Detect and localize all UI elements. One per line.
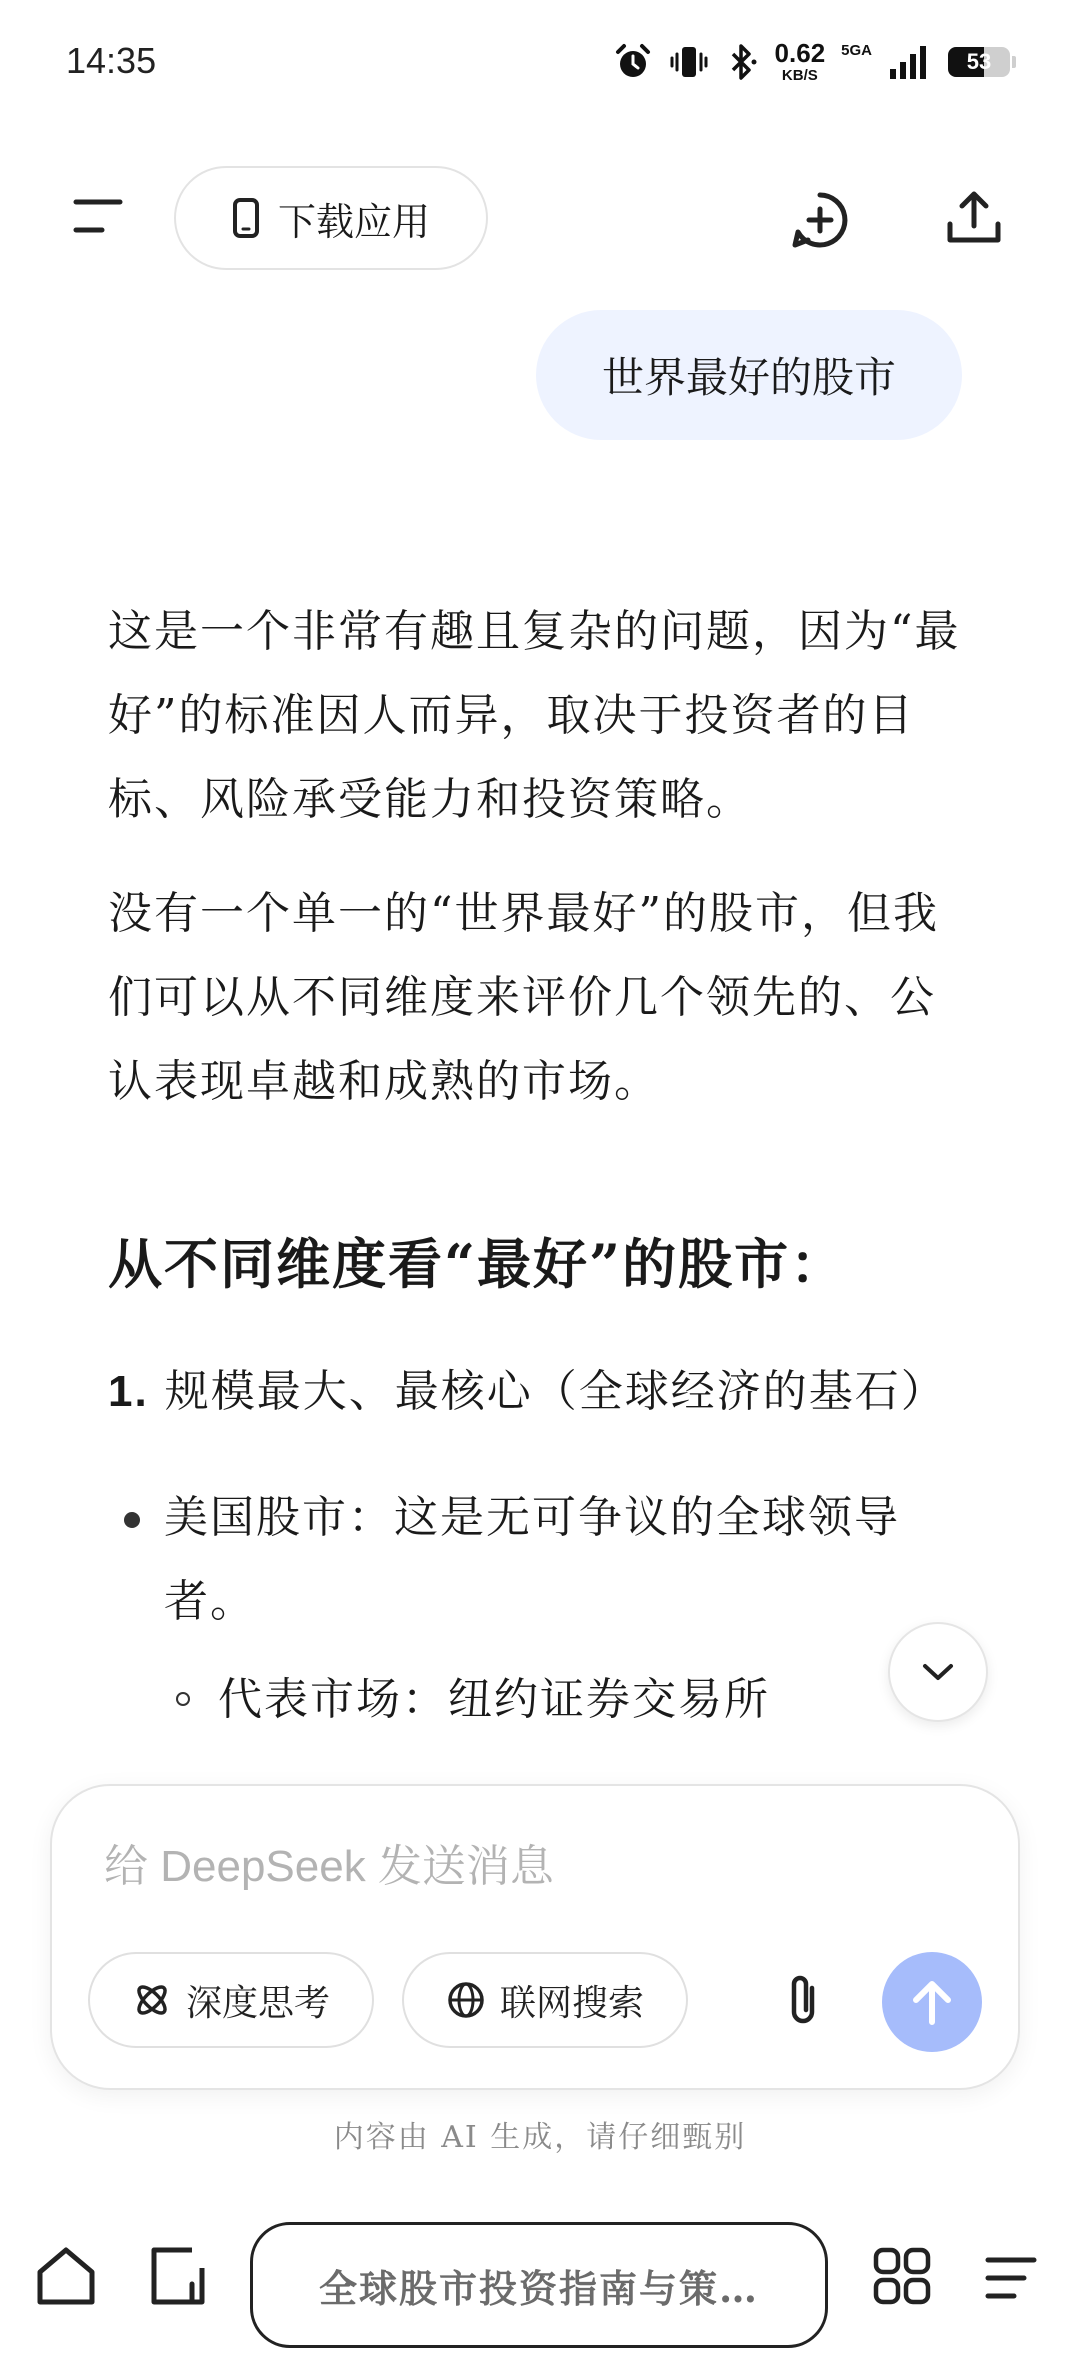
battery-level: 53: [966, 48, 992, 74]
numbered-item-text: 规模最大、最核心（全球经济的基石）: [164, 1366, 947, 1417]
net-speed: [775, 40, 826, 83]
assistant-answer: [108, 590, 978, 1742]
chevron-down-icon: [921, 1662, 955, 1682]
answer-heading: 从不同维度看“最好”的股市：: [108, 1232, 847, 1296]
deep-think-label: 深度思考: [185, 1982, 330, 2024]
arrow-up-icon: [910, 1978, 954, 2026]
new-chat-icon[interactable]: [790, 190, 850, 250]
message-composer: [50, 1784, 1020, 2090]
answer-paragraph-2: 没有一个单一的“世界最好”的股市，但我们可以从不同维度来评价几个领先的、公认表现卓越和成熟的市场。: [108, 888, 939, 1107]
tabs-icon[interactable]: [146, 2244, 210, 2308]
status-icons: [613, 40, 1010, 83]
numbered-item-number: 1.: [108, 1367, 149, 1416]
globe-icon: [446, 1980, 486, 2020]
share-icon[interactable]: [944, 188, 1004, 248]
home-icon[interactable]: [34, 2244, 98, 2308]
alarm-icon: [613, 42, 653, 82]
scroll-to-bottom-button[interactable]: [888, 1622, 988, 1722]
numbered-item-1: [108, 1350, 978, 1434]
net-speed-value: 0.62: [774, 38, 826, 68]
user-message-text: 世界最好的股市: [601, 353, 896, 402]
send-button[interactable]: [882, 1952, 982, 2052]
more-icon[interactable]: [984, 2254, 1038, 2302]
answer-paragraph-1: 这是一个非常有趣且复杂的问题，因为“最好”的标准因人而异，取决于投资者的目标、风险承受能力和投资策略。: [108, 606, 961, 825]
atom-icon: [132, 1980, 172, 2020]
battery-icon: [948, 47, 1010, 77]
net-speed-unit: KB/S: [781, 67, 818, 84]
apps-icon[interactable]: [872, 2246, 932, 2306]
bluetooth-icon: [725, 42, 759, 82]
menu-icon[interactable]: [72, 196, 124, 236]
phone-icon: [232, 197, 260, 239]
sub-bullet-item-1: 代表市场：纽约证券交易所: [108, 1658, 978, 1742]
deep-think-button[interactable]: [88, 1952, 374, 2048]
user-message-bubble: [536, 310, 962, 440]
signal-label: 5GA: [841, 42, 872, 59]
download-app-label: 下载应用: [277, 199, 430, 244]
web-search-label: 联网搜索: [499, 1982, 644, 2024]
address-text: 全球股市投资指南与策…: [318, 2265, 759, 2311]
download-app-button[interactable]: [174, 166, 488, 270]
bullet-item-1: 美国股市：这是无可争议的全球领导者。: [108, 1476, 978, 1644]
status-time: 14:35: [66, 40, 157, 81]
ai-disclaimer: 内容由 AI 生成，请仔细甄别: [333, 2120, 747, 2155]
vibrate-icon: [669, 42, 709, 82]
web-search-button[interactable]: [402, 1952, 688, 2048]
paperclip-icon[interactable]: [776, 1970, 830, 2030]
message-input[interactable]: [104, 1832, 964, 1902]
signal-icon: [888, 43, 932, 81]
address-bar[interactable]: [250, 2222, 828, 2348]
